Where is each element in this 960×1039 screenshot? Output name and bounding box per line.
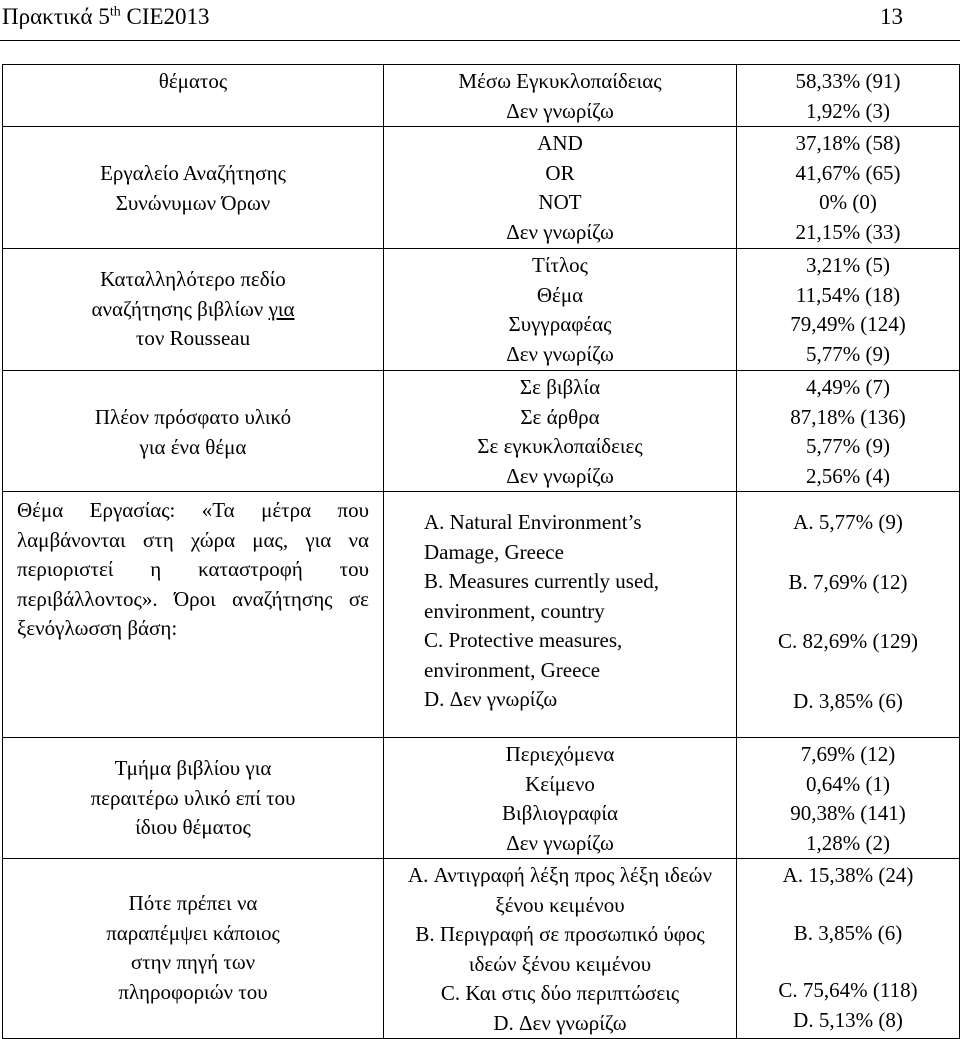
result-line: 41,67% (65): [795, 160, 901, 185]
title-sup: th: [109, 4, 121, 20]
question-line: Συνώνυμων Όρων: [115, 190, 271, 215]
question-text: Θέμα Εργασίας: «Τα μέτρα που λαμβάνονται στη χώρα μας, για να περιοριστεί η καταστροφή του περιβάλλοντος». Όροι αναζήτησης σε ξενόγλωσση βάση:: [17, 498, 369, 640]
answer-line: D. Δεν γνωρίζω: [493, 1010, 627, 1035]
result-line: 90,38% (141): [790, 801, 906, 825]
result-line: 87,18% (136): [790, 404, 906, 429]
answer-line: AND: [537, 131, 583, 155]
result-line: 7,69% (12): [800, 742, 896, 766]
question-line: Τμήμα βιβλίου για: [114, 756, 272, 780]
results-cell: [737, 738, 960, 859]
answer-line: Περιεχόμενα: [505, 742, 615, 766]
result-line: B. 7,69% (12): [788, 569, 908, 594]
result-line: B. 3,85% (6): [793, 920, 903, 945]
result-line: 0,64% (1): [806, 771, 890, 796]
results-cell: [737, 249, 960, 371]
answer-line: Δεν γνωρίζω: [506, 98, 614, 123]
results-cell: [737, 371, 960, 492]
table-row: [3, 492, 960, 738]
answer-line: A. Αντιγραφή λέξη προς λέξη ιδεών: [408, 863, 712, 887]
table-row: [3, 127, 960, 249]
answer-line: Βιβλιογραφία: [502, 801, 618, 825]
result-line: 58,33% (91): [795, 69, 901, 93]
table-row: [3, 249, 960, 371]
question-line: για ένα θέμα: [139, 434, 247, 459]
question-cell: [3, 371, 384, 492]
answer-line: A. Natural Environment’s: [424, 510, 642, 534]
question-line: Εργαλείο Αναζήτησης: [100, 161, 286, 185]
result-line: 1,28% (2): [806, 830, 890, 855]
page-number: 13: [880, 4, 903, 29]
answer-line: B. Περιγραφή σε προσωπικό ύφος: [415, 922, 705, 946]
result-line: 2,56% (4): [806, 463, 890, 488]
underlined-word: για: [268, 296, 295, 321]
question-line: στην πηγή των: [130, 950, 256, 974]
results-cell: [737, 859, 960, 1039]
answer-line: environment, country: [424, 598, 605, 623]
results-table: [2, 64, 960, 1039]
result-line: 4,49% (7): [806, 375, 890, 399]
answers-cell: [384, 738, 737, 859]
result-line: 5,77% (9): [806, 434, 890, 458]
answer-line: OR: [545, 160, 575, 185]
answer-line: Τίτλος: [532, 253, 588, 277]
table-row: [3, 738, 960, 859]
result-line: D. 5,13% (8): [793, 1007, 903, 1032]
answer-line: Θέμα: [536, 282, 584, 307]
table-row: [3, 65, 960, 127]
question-line: Καταλληλότερο πεδίο: [100, 267, 286, 291]
result-line: 3,21% (5): [806, 253, 890, 277]
answer-line: D. Δεν γνωρίζω: [424, 687, 558, 711]
answer-line: ξένου κειμένου: [495, 892, 625, 917]
answers-cell: [384, 859, 737, 1039]
question-cell: [3, 738, 384, 859]
answer-line: ιδεών ξένου κειμένου: [468, 951, 652, 976]
question-line: τον Rousseau: [135, 326, 251, 350]
question-line: Πλέον πρόσφατο υλικό: [94, 405, 292, 429]
result-line: C. 82,69% (129): [778, 629, 918, 653]
answer-line: C. Protective measures,: [424, 628, 623, 652]
question-line: ίδιου θέματος: [135, 815, 251, 839]
question-line: θέματος: [158, 69, 228, 93]
title-suffix: CIE2013: [120, 4, 210, 29]
answer-line: Συγγραφέας: [508, 312, 612, 336]
header-rule: [0, 40, 960, 41]
question-line: [11, 295, 375, 325]
result-line: 1,92% (3): [806, 98, 890, 123]
question-cell: [3, 65, 384, 127]
answer-line: Κείμενο: [525, 771, 595, 796]
results-cell: [737, 127, 960, 249]
result-line: A. 5,77% (9): [793, 510, 903, 534]
answer-line: Σε άρθρα: [520, 404, 600, 429]
results-cell: [737, 492, 960, 738]
question-line: περαιτέρω υλικό επί του: [90, 785, 296, 810]
answer-line: C. Και στις δύο περιπτώσεις: [440, 981, 680, 1005]
answer-line: Δεν γνωρίζω: [506, 830, 614, 855]
result-line: 11,54% (18): [795, 282, 901, 307]
result-line: C. 75,64% (118): [778, 978, 918, 1002]
result-line: 5,77% (9): [806, 341, 890, 366]
answer-line: Σε εγκυκλοπαίδειες: [477, 434, 643, 458]
question-cell: [3, 859, 384, 1039]
title-prefix: Πρακτικά 5: [2, 4, 110, 29]
answers-cell: [384, 65, 737, 127]
answers-cell: [384, 127, 737, 249]
answers-cell: [384, 371, 737, 492]
answer-line: Μέσω Εγκυκλοπαίδειας: [458, 69, 662, 93]
answer-line: environment, Greece: [424, 657, 601, 682]
answer-line: Δεν γνωρίζω: [506, 219, 614, 244]
result-line: A. 15,38% (24): [782, 863, 914, 887]
answer-line: NOT: [538, 190, 582, 214]
answer-line: B. Measures currently used,: [424, 569, 660, 593]
question-line: Πότε πρέπει να: [128, 891, 258, 915]
question-line: παραπέμψει κάποιος: [106, 920, 280, 945]
question-cell: [3, 249, 384, 371]
result-line: 79,49% (124): [790, 312, 906, 336]
result-line: 37,18% (58): [795, 131, 901, 155]
answers-cell: [384, 492, 737, 738]
question-line: πληροφοριών του: [118, 979, 268, 1004]
table-row: [3, 859, 960, 1039]
table-row: [3, 371, 960, 492]
result-line: 0% (0): [819, 190, 877, 214]
question-text: αναζήτησης βιβλίων: [91, 296, 269, 321]
answer-line: Δεν γνωρίζω: [506, 463, 614, 488]
answers-cell: [384, 249, 737, 371]
results-cell: [737, 65, 960, 127]
answer-line: Damage, Greece: [424, 539, 564, 564]
question-cell: [3, 492, 384, 738]
question-cell: [3, 127, 384, 249]
running-title: [2, 4, 210, 30]
answer-line: Δεν γνωρίζω: [506, 341, 614, 366]
result-line: D. 3,85% (6): [793, 688, 903, 713]
result-line: 21,15% (33): [795, 219, 901, 244]
page-header: [0, 0, 960, 36]
answer-line: Σε βιβλία: [519, 375, 601, 399]
